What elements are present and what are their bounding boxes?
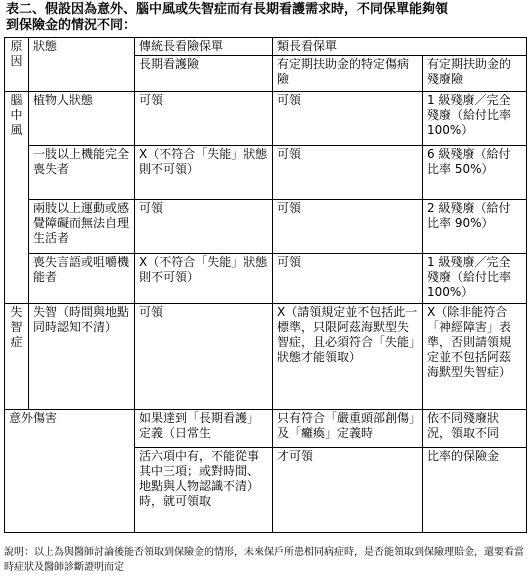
- header-cause: 原 因: [5, 38, 29, 92]
- ltc-cell: 如果達到「長期看護」定義（日常生: [135, 410, 273, 448]
- header-disability: 有定期扶助金的殘廢險: [423, 56, 527, 92]
- disability-cell: 比率的保險金: [423, 448, 527, 533]
- table-row: [5, 146, 527, 200]
- special-cell: 可領: [273, 146, 423, 200]
- table-row: [5, 410, 527, 448]
- footnote: 說明：以上為與醫師討論後能否領取到保險金的情形，未來保戶所患相同病症時，是否能領取到保險理賠金，還要看當時症狀及醫師診斷證明而定: [4, 547, 524, 573]
- special-cell: X（請領規定並不包括此一標準，只限阿茲海默型失智症，且必須符合「失能」狀態才能領取）: [273, 304, 423, 410]
- state-cell: 失智（時間與地點同時認知不清）: [29, 304, 135, 410]
- ltc-cell: 可領: [135, 200, 273, 254]
- disability-cell: 6 級殘廢（給付比率 50%）: [423, 146, 527, 200]
- table-row: [5, 254, 527, 304]
- table-row: [5, 92, 527, 146]
- special-cell: 可領: [273, 254, 423, 304]
- special-cell: 只有符合「嚴重頭部創傷」及「癱瘓」定義時: [273, 410, 423, 448]
- disability-cell: 1 級殘廢／完全殘廢（給付比率 100%）: [423, 254, 527, 304]
- ltc-cell: 活六項中有，不能從事其中三項；或對時間、地點與人物認識不清）時，就可領取: [135, 448, 273, 533]
- header-traditional: 傳統長看險保單: [135, 38, 273, 56]
- ltc-cell: 可領: [135, 304, 273, 410]
- disability-cell: X（除非能符合「神經障害」表準，否則請領規定並不包括阿茲海默型失智症）: [423, 304, 527, 410]
- state-cell: 喪失言語或咀嚼機能者: [29, 254, 135, 304]
- table-row: [5, 200, 527, 254]
- state-cell: 兩肢以上運動或感覺障礙而無法自理生活者: [29, 200, 135, 254]
- ltc-cell: X（不符合「失能」狀態則不可領）: [135, 146, 273, 200]
- cause-stroke: 腦 中 風: [5, 92, 29, 304]
- header-row-1: [5, 38, 527, 56]
- header-longterm-care: 長期看護險: [135, 56, 273, 92]
- page-title: [6, 2, 524, 34]
- title-line-1: 表二、假設因為意外、腦中風或失智症而有長期看護需求時，不同保單能夠領: [6, 2, 449, 17]
- cause-dementia: 失 智 症: [5, 304, 29, 410]
- title-line-2: 到保險金的情況不同：: [6, 18, 137, 33]
- special-cell: 可領: [273, 200, 423, 254]
- comparison-table: [4, 37, 527, 533]
- special-cell: 才可領: [273, 448, 423, 533]
- ltc-cell: 可領: [135, 92, 273, 146]
- disability-cell: 2 級殘廢（給付比率 90%）: [423, 200, 527, 254]
- disability-cell: 依不同殘廢狀況，領取不同: [423, 410, 527, 448]
- table-row: [5, 304, 527, 410]
- cause-accident: 意外傷害: [5, 410, 135, 533]
- header-similar: 類長看保單: [273, 38, 527, 56]
- state-cell: 一肢以上機能完全喪失者: [29, 146, 135, 200]
- special-cell: 可領: [273, 92, 423, 146]
- header-state: 狀態: [29, 38, 135, 92]
- disability-cell: 1 級殘廢／完全殘廢（給付比率 100%）: [423, 92, 527, 146]
- state-cell: 植物人狀態: [29, 92, 135, 146]
- ltc-cell: X（不符合「失能」狀態則不可領）: [135, 254, 273, 304]
- header-special-disease: 有定期扶助金的特定傷病險: [273, 56, 423, 92]
